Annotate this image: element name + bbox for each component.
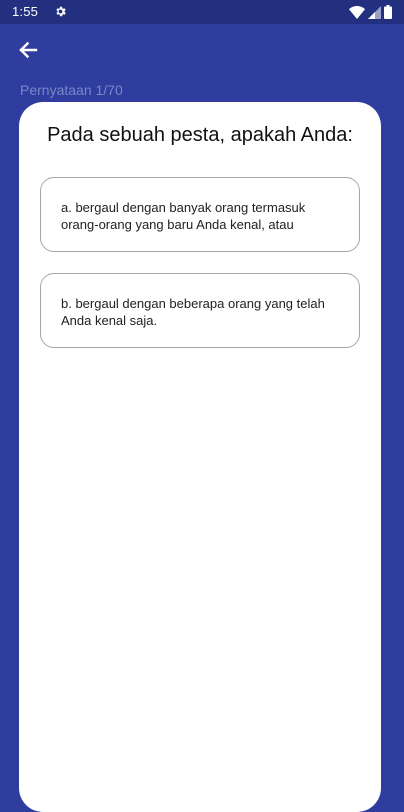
app-bar — [0, 24, 404, 80]
question-card — [19, 102, 381, 812]
answer-option-b-label: b. bergaul dengan beberapa orang yang telah Anda kenal saja. — [61, 296, 325, 328]
answer-option-a-label: a. bergaul dengan banyak orang termasuk orang-orang yang baru Anda kenal, atau — [61, 200, 306, 232]
wifi-icon — [349, 6, 365, 19]
status-time: 1:55 — [12, 4, 39, 19]
question-text: Pada sebuah pesta, apakah Anda: — [47, 124, 353, 146]
battery-icon — [384, 5, 392, 19]
gear-icon — [54, 5, 67, 18]
answer-option-b[interactable] — [40, 273, 360, 348]
answer-option-a[interactable] — [40, 177, 360, 252]
question-progress: Pernyataan 1/70 — [20, 82, 123, 98]
arrow-left-icon — [18, 40, 38, 65]
status-bar — [0, 0, 404, 24]
signal-icon — [368, 6, 381, 19]
status-icons — [349, 5, 392, 19]
back-button[interactable] — [12, 36, 44, 68]
